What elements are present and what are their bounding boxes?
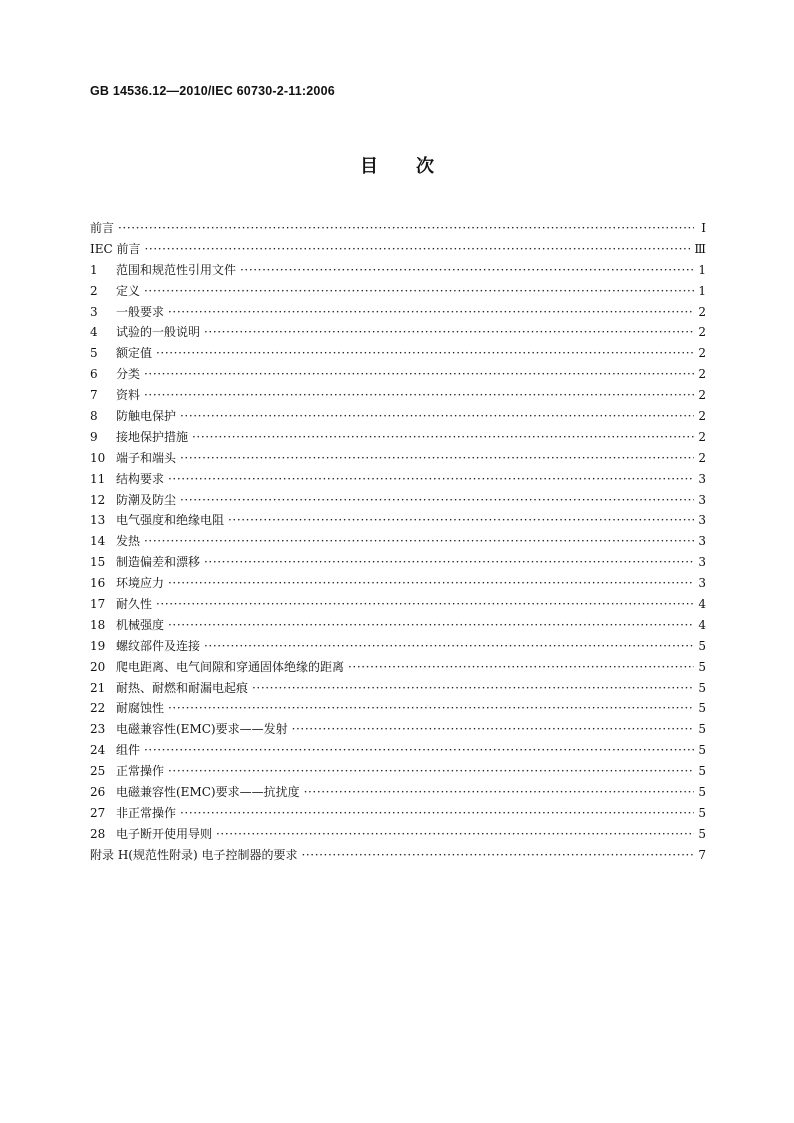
- toc-entry-label: 一般要求: [116, 304, 165, 319]
- toc-entry-label: 耐热、耐燃和耐漏电起痕: [116, 680, 249, 695]
- toc-entry-label: 非正常操作: [116, 805, 177, 820]
- toc-entry-number: 14: [90, 534, 106, 549]
- toc-leader-dots: [180, 490, 694, 511]
- toc-entry-3[interactable]: [90, 302, 706, 323]
- toc-entry-iec-foreword[interactable]: [90, 239, 706, 260]
- toc-entry-16[interactable]: [90, 573, 706, 594]
- toc-entry-10[interactable]: [90, 448, 706, 469]
- toc-leader-dots: [118, 218, 694, 239]
- toc-leader-dots: [228, 510, 694, 531]
- toc-entry-label: 耐腐蚀性: [116, 701, 165, 716]
- page-title: 目次: [360, 156, 472, 177]
- toc-entry-label: 防潮及防尘: [116, 492, 177, 507]
- toc-leader-dots: [216, 824, 694, 845]
- toc-leader-dots: [168, 302, 694, 323]
- toc-leader-dots: [156, 343, 694, 364]
- toc-entry-annex-h[interactable]: [90, 845, 706, 866]
- toc-entry-14[interactable]: [90, 531, 706, 552]
- toc-entry-label: 结构要求: [116, 471, 165, 486]
- toc-entry-number: 4: [90, 325, 98, 340]
- toc-entry-page: 2: [698, 346, 706, 361]
- toc-entry-page: 7: [698, 847, 706, 862]
- toc-entry-label: 附录 H(规范性附录) 电子控制器的要求: [90, 847, 298, 862]
- toc-entry-page: 5: [698, 764, 706, 779]
- toc-entry-label: 范围和规范性引用文件: [116, 262, 237, 277]
- toc-entry-number: 15: [90, 555, 106, 570]
- toc-entry-page: 3: [698, 576, 706, 591]
- toc-entry-number: 22: [90, 701, 106, 716]
- toc-leader-dots: [168, 615, 694, 636]
- toc-entry-page: 5: [698, 701, 706, 716]
- toc-entry-number: 19: [90, 638, 106, 653]
- toc-entry-label: 正常操作: [116, 764, 165, 779]
- toc-entry-page: 5: [698, 659, 706, 674]
- toc-entry-label: 端子和端头: [116, 450, 177, 465]
- toc-entry-label: 分类: [116, 367, 141, 382]
- toc-entry-page: 5: [698, 805, 706, 820]
- toc-entry-label: 资料: [116, 388, 141, 403]
- toc-entry-label: 电气强度和绝缘电阻: [116, 513, 225, 528]
- toc-entry-1[interactable]: [90, 260, 706, 281]
- toc-entry-page: 2: [698, 409, 706, 424]
- toc-entry-21[interactable]: [90, 678, 706, 699]
- toc-leader-dots: [168, 761, 694, 782]
- toc-entry-page: 2: [698, 367, 706, 382]
- toc-entry-label: 组件: [116, 743, 141, 758]
- toc-leader-dots: [292, 719, 694, 740]
- toc-entry-27[interactable]: [90, 803, 706, 824]
- toc-entry-number: 18: [90, 617, 106, 632]
- toc-entry-number: 21: [90, 680, 106, 695]
- toc-entry-number: 17: [90, 597, 106, 612]
- toc-entry-page: 1: [698, 283, 706, 298]
- toc-entry-23[interactable]: [90, 719, 706, 740]
- toc-leader-dots: [348, 657, 694, 678]
- toc-entry-label: 电磁兼容性(EMC)要求——发射: [116, 722, 288, 737]
- toc-entry-number: 27: [90, 805, 106, 820]
- toc-entry-number: 7: [90, 388, 98, 403]
- toc-entry-label: 耐久性: [116, 597, 153, 612]
- toc-entry-number: 24: [90, 743, 106, 758]
- toc-entry-5[interactable]: [90, 343, 706, 364]
- toc-entry-26[interactable]: [90, 782, 706, 803]
- toc-entry-page: 2: [698, 450, 706, 465]
- toc-entry-number: 12: [90, 492, 106, 507]
- toc-entry-label: 防触电保护: [116, 409, 177, 424]
- toc-entry-20[interactable]: [90, 657, 706, 678]
- toc-leader-dots: [252, 678, 694, 699]
- toc-leader-dots: [240, 260, 694, 281]
- document-code: GB 14536.12—2010/IEC 60730-2-11:2006: [90, 84, 335, 98]
- toc-entry-number: 16: [90, 576, 106, 591]
- toc-entry-19[interactable]: [90, 636, 706, 657]
- toc-leader-dots: [204, 636, 694, 657]
- toc-entry-label: 环境应力: [116, 576, 165, 591]
- toc-leader-dots: [180, 448, 694, 469]
- toc-entry-number: 8: [90, 409, 98, 424]
- table-of-contents: [90, 218, 706, 866]
- toc-entry-number: 26: [90, 785, 106, 800]
- toc-entry-number: 13: [90, 513, 106, 528]
- toc-leader-dots: [144, 531, 694, 552]
- toc-entry-number: 1: [90, 262, 98, 277]
- toc-entry-number: 23: [90, 722, 106, 737]
- toc-entry-label: 接地保护措施: [116, 429, 189, 444]
- toc-entry-11[interactable]: [90, 469, 706, 490]
- toc-entry-label: 发热: [116, 534, 141, 549]
- toc-entry-25[interactable]: [90, 761, 706, 782]
- toc-entry-label: IEC 前言: [90, 241, 141, 256]
- toc-entry-label: 试验的一般说明: [116, 325, 201, 340]
- toc-leader-dots: [204, 552, 694, 573]
- toc-entry-page: 5: [698, 638, 706, 653]
- toc-entry-page: 5: [698, 743, 706, 758]
- toc-entry-number: 9: [90, 429, 98, 444]
- toc-entry-12[interactable]: [90, 490, 706, 511]
- toc-leader-dots: [304, 782, 694, 803]
- toc-entry-label: 定义: [116, 283, 141, 298]
- toc-leader-dots: [180, 803, 694, 824]
- toc-leader-dots: [144, 740, 694, 761]
- toc-entry-9[interactable]: [90, 427, 706, 448]
- toc-entry-13[interactable]: [90, 510, 706, 531]
- toc-entry-number: 28: [90, 826, 106, 841]
- toc-entry-number: 6: [90, 367, 98, 382]
- toc-leader-dots: [144, 281, 694, 302]
- toc-entry-page: 2: [698, 388, 706, 403]
- toc-entry-page: 5: [698, 680, 706, 695]
- toc-entry-label: 制造偏差和漂移: [116, 555, 201, 570]
- toc-entry-label: 前言: [90, 221, 115, 235]
- toc-entry-7[interactable]: [90, 385, 706, 406]
- toc-entry-4[interactable]: [90, 322, 706, 343]
- toc-leader-dots: [145, 239, 691, 260]
- toc-leader-dots: [144, 385, 694, 406]
- toc-entry-page: 3: [698, 471, 706, 486]
- toc-entry-number: 3: [90, 304, 98, 319]
- toc-leader-dots: [301, 845, 694, 866]
- toc-entry-22[interactable]: [90, 698, 706, 719]
- toc-entry-page: 4: [698, 597, 706, 612]
- toc-leader-dots: [204, 322, 694, 343]
- toc-entry-page: Ⅲ: [694, 241, 706, 256]
- toc-entry-label: 额定值: [116, 346, 153, 361]
- toc-entry-page: 2: [698, 429, 706, 444]
- toc-leader-dots: [168, 698, 694, 719]
- toc-entry-label: 机械强度: [116, 617, 165, 632]
- toc-entry-28[interactable]: [90, 824, 706, 845]
- toc-entry-number: 10: [90, 450, 106, 465]
- toc-leader-dots: [168, 573, 694, 594]
- toc-entry-number: 25: [90, 764, 106, 779]
- toc-entry-page: 3: [698, 513, 706, 528]
- toc-entry-6[interactable]: [90, 364, 706, 385]
- toc-leader-dots: [144, 364, 694, 385]
- toc-entry-page: 2: [698, 325, 706, 340]
- toc-leader-dots: [156, 594, 694, 615]
- toc-entry-page: 1: [698, 262, 706, 277]
- toc-entry-page: 5: [698, 826, 706, 841]
- toc-leader-dots: [180, 406, 694, 427]
- toc-entry-2[interactable]: [90, 281, 706, 302]
- toc-entry-15[interactable]: [90, 552, 706, 573]
- toc-entry-8[interactable]: [90, 406, 706, 427]
- toc-entry-label: 爬电距离、电气间隙和穿通固体绝缘的距离: [116, 659, 345, 674]
- toc-entry-label: 电磁兼容性(EMC)要求——抗扰度: [116, 785, 300, 800]
- toc-entry-24[interactable]: [90, 740, 706, 761]
- toc-entry-page: 3: [698, 555, 706, 570]
- toc-entry-17[interactable]: [90, 594, 706, 615]
- toc-leader-dots: [192, 427, 694, 448]
- toc-entry-page: 3: [698, 534, 706, 549]
- toc-entry-page: 3: [698, 492, 706, 507]
- toc-entry-page: 5: [698, 722, 706, 737]
- toc-entry-page: Ⅰ: [701, 221, 706, 235]
- toc-leader-dots: [168, 469, 694, 490]
- toc-entry-number: 20: [90, 659, 106, 674]
- toc-entry-number: 11: [90, 471, 106, 486]
- toc-entry-number: 2: [90, 283, 98, 298]
- toc-entry-18[interactable]: [90, 615, 706, 636]
- toc-entry-label: 螺纹部件及连接: [116, 638, 201, 653]
- toc-entry-page: 5: [698, 785, 706, 800]
- toc-entry-label: 电子断开使用导则: [116, 826, 213, 841]
- toc-entry-number: 5: [90, 346, 98, 361]
- toc-entry-page: 2: [698, 304, 706, 319]
- toc-entry-page: 4: [698, 617, 706, 632]
- toc-entry-foreword[interactable]: [90, 218, 706, 239]
